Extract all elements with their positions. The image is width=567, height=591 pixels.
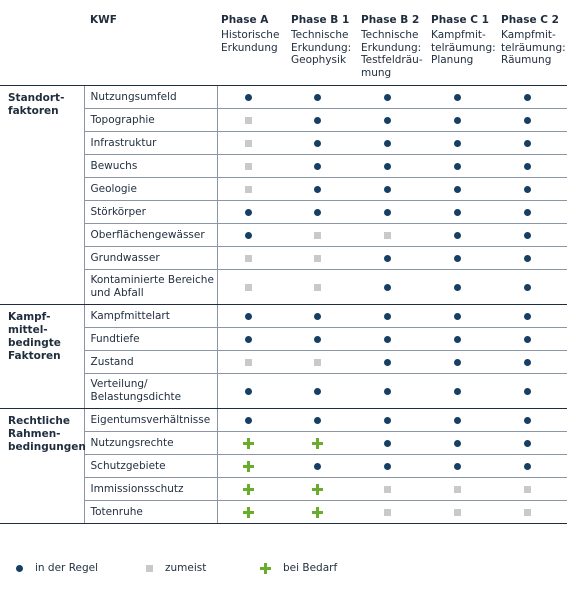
- dot-icon: [245, 232, 252, 239]
- cell-phase-c2: [497, 478, 567, 501]
- cell-phase-c1: [427, 409, 497, 432]
- cell-phase-b1: [287, 270, 357, 305]
- dot-icon: [314, 417, 321, 424]
- cell-phase-a: [217, 132, 287, 155]
- dot-icon: [454, 186, 461, 193]
- dot-icon: [384, 440, 391, 447]
- cell-phase-c2: [497, 455, 567, 478]
- cell-phase-a: [217, 351, 287, 374]
- square-icon: [384, 486, 391, 493]
- dot-icon: [454, 388, 461, 395]
- cell-phase-b2: [357, 270, 427, 305]
- cell-phase-b1: [287, 351, 357, 374]
- dot-icon: [384, 417, 391, 424]
- cell-phase-c2: [497, 247, 567, 270]
- table-row: [0, 501, 567, 524]
- factor-label: Nutzungsumfeld: [84, 86, 217, 109]
- header-kwf: [84, 0, 217, 86]
- dot-icon: [524, 186, 531, 193]
- cell-phase-c1: [427, 224, 497, 247]
- header-phase-c1: [427, 0, 497, 86]
- cell-phase-b1: [287, 86, 357, 109]
- phase-description: Historische Erkundung: [221, 29, 280, 54]
- dot-icon: [454, 313, 461, 320]
- table-row: [0, 455, 567, 478]
- table-row: [0, 478, 567, 501]
- phase-title: Phase B 2: [361, 14, 420, 26]
- cell-phase-c1: [427, 351, 497, 374]
- cell-phase-a: [217, 178, 287, 201]
- dot-icon: [524, 388, 531, 395]
- plus-icon: [312, 507, 323, 518]
- dot-icon: [524, 232, 531, 239]
- dot-icon: [314, 313, 321, 320]
- factor-label: Eigentumsverhältnisse: [84, 409, 217, 432]
- cell-phase-c1: [427, 501, 497, 524]
- square-icon: [146, 565, 153, 572]
- dot-icon: [245, 336, 252, 343]
- square-icon: [245, 284, 252, 291]
- cell-phase-b2: [357, 86, 427, 109]
- dot-icon: [384, 336, 391, 343]
- factor-label: Immissionsschutz: [84, 478, 217, 501]
- table-row: [0, 305, 567, 328]
- cell-phase-b2: [357, 455, 427, 478]
- phase-description: Kampfmit- telräumung: Räumung: [501, 29, 566, 66]
- factor-label: Schutzgebiete: [84, 455, 217, 478]
- square-icon: [314, 359, 321, 366]
- group-label: Rechtliche Rahmen- bedingungen: [0, 409, 84, 524]
- cell-phase-a: [217, 86, 287, 109]
- legend-label: bei Bedarf: [283, 562, 338, 574]
- dot-icon: [384, 163, 391, 170]
- dot-icon: [384, 284, 391, 291]
- cell-phase-a: [217, 328, 287, 351]
- cell-phase-c2: [497, 132, 567, 155]
- cell-phase-a: [217, 455, 287, 478]
- table-row: [0, 270, 567, 305]
- group-label: Kampf- mittel- bedingte Faktoren: [0, 305, 84, 409]
- dot-icon: [16, 565, 23, 572]
- cell-phase-b1: [287, 247, 357, 270]
- cell-phase-c2: [497, 305, 567, 328]
- dot-icon: [524, 209, 531, 216]
- dot-icon: [314, 117, 321, 124]
- dot-icon: [524, 463, 531, 470]
- factor-label: Oberflächengewässer: [84, 224, 217, 247]
- table-row: [0, 247, 567, 270]
- square-icon: [245, 140, 252, 147]
- cell-phase-a: [217, 409, 287, 432]
- factor-label: Totenruhe: [84, 501, 217, 524]
- cell-phase-c1: [427, 478, 497, 501]
- table-row: [0, 178, 567, 201]
- square-icon: [454, 509, 461, 516]
- dot-icon: [454, 232, 461, 239]
- table-row: [0, 155, 567, 178]
- table-body: [0, 86, 567, 524]
- dot-icon: [524, 255, 531, 262]
- cell-phase-b1: [287, 155, 357, 178]
- dot-icon: [454, 140, 461, 147]
- cell-phase-b2: [357, 432, 427, 455]
- plus-icon: [312, 438, 323, 449]
- square-icon: [245, 186, 252, 193]
- legend-item-square: [146, 562, 260, 574]
- cell-phase-b2: [357, 178, 427, 201]
- table-row: [0, 328, 567, 351]
- factor-label: Nutzungsrechte: [84, 432, 217, 455]
- dot-icon: [524, 336, 531, 343]
- cell-phase-c2: [497, 86, 567, 109]
- cell-phase-c1: [427, 374, 497, 409]
- dot-icon: [384, 94, 391, 101]
- plus-icon: [243, 484, 254, 495]
- dot-icon: [454, 94, 461, 101]
- cell-phase-b2: [357, 109, 427, 132]
- dot-icon: [454, 336, 461, 343]
- dot-icon: [384, 313, 391, 320]
- dot-icon: [245, 94, 252, 101]
- dot-icon: [454, 255, 461, 262]
- legend-label: zumeist: [165, 562, 207, 574]
- header-phase-a: [217, 0, 287, 86]
- header-phase-c2: [497, 0, 567, 86]
- cell-phase-c2: [497, 178, 567, 201]
- dot-icon: [524, 140, 531, 147]
- cell-phase-b2: [357, 478, 427, 501]
- cell-phase-c1: [427, 328, 497, 351]
- dot-icon: [454, 463, 461, 470]
- phase-title: Phase B 1: [291, 14, 350, 26]
- cell-phase-b2: [357, 328, 427, 351]
- factor-label: Kontaminierte Bereiche und Abfall: [84, 270, 217, 305]
- cell-phase-b2: [357, 351, 427, 374]
- square-icon: [384, 232, 391, 239]
- dot-icon: [384, 140, 391, 147]
- cell-phase-c1: [427, 155, 497, 178]
- dot-icon: [245, 209, 252, 216]
- cell-phase-b1: [287, 374, 357, 409]
- factor-label: Zustand: [84, 351, 217, 374]
- plus-icon: [260, 563, 271, 574]
- cell-phase-c2: [497, 374, 567, 409]
- dot-icon: [314, 463, 321, 470]
- dot-icon: [524, 163, 531, 170]
- cell-phase-b2: [357, 132, 427, 155]
- cell-phase-b1: [287, 501, 357, 524]
- dot-icon: [314, 388, 321, 395]
- phase-title: Phase C 2: [501, 14, 559, 26]
- cell-phase-b2: [357, 224, 427, 247]
- dot-icon: [524, 417, 531, 424]
- cell-phase-b1: [287, 132, 357, 155]
- header-phase-b1: [287, 0, 357, 86]
- square-icon: [245, 163, 252, 170]
- square-icon: [524, 509, 531, 516]
- phase-description: Technische Erkundung: Testfeldräu- mung: [361, 29, 423, 79]
- cell-phase-b1: [287, 432, 357, 455]
- factor-label: Fundtiefe: [84, 328, 217, 351]
- cell-phase-b1: [287, 109, 357, 132]
- cell-phase-a: [217, 201, 287, 224]
- cell-phase-b1: [287, 478, 357, 501]
- cell-phase-c1: [427, 132, 497, 155]
- dot-icon: [314, 163, 321, 170]
- dot-icon: [454, 440, 461, 447]
- cell-phase-b1: [287, 224, 357, 247]
- dot-icon: [524, 94, 531, 101]
- factor-label: Bewuchs: [84, 155, 217, 178]
- dot-icon: [454, 417, 461, 424]
- cell-phase-c2: [497, 409, 567, 432]
- cell-phase-a: [217, 305, 287, 328]
- dot-icon: [245, 417, 252, 424]
- table-row: [0, 132, 567, 155]
- dot-icon: [245, 313, 252, 320]
- cell-phase-c2: [497, 201, 567, 224]
- cell-phase-c2: [497, 270, 567, 305]
- cell-phase-b1: [287, 305, 357, 328]
- phase-description: Kampfmit- telräumung: Planung: [431, 29, 496, 66]
- cell-phase-c2: [497, 328, 567, 351]
- dot-icon: [314, 336, 321, 343]
- factor-label: Kampfmittelart: [84, 305, 217, 328]
- cell-phase-b1: [287, 455, 357, 478]
- legend-item-dot: [16, 562, 146, 574]
- header-empty-cell: [0, 0, 84, 86]
- plus-icon: [312, 484, 323, 495]
- factor-label: Störkörper: [84, 201, 217, 224]
- cell-phase-b2: [357, 247, 427, 270]
- square-icon: [524, 486, 531, 493]
- dot-icon: [384, 359, 391, 366]
- cell-phase-b2: [357, 374, 427, 409]
- cell-phase-c2: [497, 351, 567, 374]
- dot-icon: [454, 209, 461, 216]
- header-phase-b2: [357, 0, 427, 86]
- cell-phase-b1: [287, 409, 357, 432]
- table-row: [0, 351, 567, 374]
- square-icon: [314, 255, 321, 262]
- plus-icon: [243, 461, 254, 472]
- cell-phase-a: [217, 501, 287, 524]
- cell-phase-b2: [357, 155, 427, 178]
- group-label: Standort- faktoren: [0, 86, 84, 305]
- dot-icon: [454, 163, 461, 170]
- cell-phase-b1: [287, 201, 357, 224]
- dot-icon: [384, 117, 391, 124]
- square-icon: [245, 359, 252, 366]
- cell-phase-c2: [497, 109, 567, 132]
- dot-icon: [524, 440, 531, 447]
- dot-icon: [314, 140, 321, 147]
- factor-label: Infrastruktur: [84, 132, 217, 155]
- dot-icon: [524, 313, 531, 320]
- cell-phase-a: [217, 432, 287, 455]
- table-row: [0, 374, 567, 409]
- dot-icon: [384, 388, 391, 395]
- plus-icon: [243, 507, 254, 518]
- kwf-label: KWF: [90, 14, 117, 26]
- cell-phase-c1: [427, 178, 497, 201]
- phase-description: Technische Erkundung: Geophysik: [291, 29, 352, 66]
- cell-phase-a: [217, 109, 287, 132]
- cell-phase-a: [217, 155, 287, 178]
- legend-item-plus: [260, 562, 337, 574]
- phase-title: Phase C 1: [431, 14, 489, 26]
- cell-phase-b2: [357, 201, 427, 224]
- cell-phase-a: [217, 270, 287, 305]
- table-row: [0, 409, 567, 432]
- factor-label: Geologie: [84, 178, 217, 201]
- dot-icon: [524, 117, 531, 124]
- cell-phase-b1: [287, 178, 357, 201]
- dot-icon: [454, 117, 461, 124]
- cell-phase-c1: [427, 305, 497, 328]
- dot-icon: [245, 388, 252, 395]
- cell-phase-c1: [427, 109, 497, 132]
- cell-phase-b2: [357, 305, 427, 328]
- dot-icon: [314, 94, 321, 101]
- dot-icon: [314, 209, 321, 216]
- dot-icon: [314, 186, 321, 193]
- cell-phase-c1: [427, 270, 497, 305]
- cell-phase-c2: [497, 224, 567, 247]
- square-icon: [245, 255, 252, 262]
- dot-icon: [454, 359, 461, 366]
- cell-phase-b1: [287, 328, 357, 351]
- cell-phase-c2: [497, 155, 567, 178]
- plus-icon: [243, 438, 254, 449]
- dot-icon: [384, 186, 391, 193]
- dot-icon: [384, 209, 391, 216]
- square-icon: [314, 284, 321, 291]
- factor-label: Topographie: [84, 109, 217, 132]
- dot-icon: [524, 284, 531, 291]
- cell-phase-c1: [427, 86, 497, 109]
- cell-phase-c1: [427, 455, 497, 478]
- cell-phase-c2: [497, 501, 567, 524]
- cell-phase-b2: [357, 501, 427, 524]
- square-icon: [314, 232, 321, 239]
- cell-phase-c1: [427, 201, 497, 224]
- square-icon: [454, 486, 461, 493]
- legend-label: in der Regel: [35, 562, 99, 574]
- legend: [16, 562, 337, 574]
- dot-icon: [384, 255, 391, 262]
- dot-icon: [384, 463, 391, 470]
- cell-phase-a: [217, 224, 287, 247]
- table-row: [0, 109, 567, 132]
- dot-icon: [524, 359, 531, 366]
- square-icon: [384, 509, 391, 516]
- table-header-row: [0, 0, 567, 86]
- cell-phase-b2: [357, 409, 427, 432]
- factor-label: Verteilung/ Belastungsdichte: [84, 374, 217, 409]
- dot-icon: [454, 284, 461, 291]
- table-row: [0, 201, 567, 224]
- phase-title: Phase A: [221, 14, 269, 26]
- cell-phase-a: [217, 374, 287, 409]
- cell-phase-a: [217, 247, 287, 270]
- factor-label: Grundwasser: [84, 247, 217, 270]
- table-row: [0, 86, 567, 109]
- cell-phase-c1: [427, 247, 497, 270]
- square-icon: [245, 117, 252, 124]
- cell-phase-c2: [497, 432, 567, 455]
- cell-phase-a: [217, 478, 287, 501]
- cell-phase-c1: [427, 432, 497, 455]
- table-row: [0, 224, 567, 247]
